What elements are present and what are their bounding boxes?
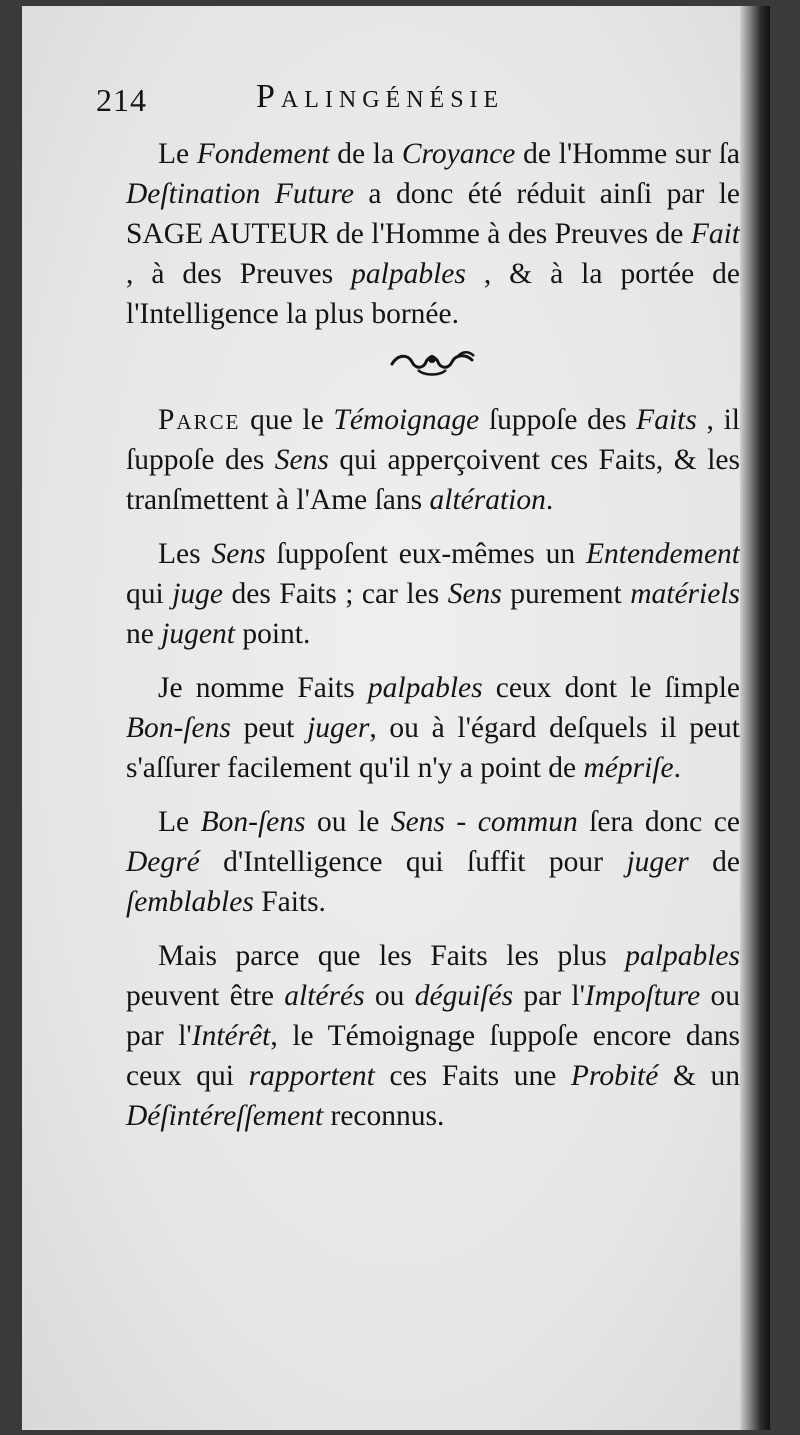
italic-term: matériels — [630, 578, 740, 610]
italic-term: mépriſe — [583, 752, 674, 784]
text-run: ou le — [305, 806, 391, 838]
running-title: Palingénésie — [256, 78, 505, 115]
italic-term: Sens — [447, 578, 502, 610]
italic-term: juger — [307, 712, 370, 744]
book-page — [22, 6, 770, 1430]
italic-term: déguiſés — [414, 980, 514, 1012]
italic-term: Sens — [211, 538, 266, 570]
italic-term: Faits — [636, 404, 697, 436]
text-run: Le — [158, 806, 201, 838]
book-gutter-shadow — [740, 6, 770, 1430]
text-run: Je nomme Faits — [158, 672, 368, 704]
section-divider — [126, 334, 740, 400]
text-run: ſera donc ce — [577, 806, 740, 838]
italic-term: Probité — [570, 1060, 659, 1092]
text-run: point. — [234, 618, 311, 650]
italic-term: palpables — [367, 672, 483, 704]
body-text — [126, 134, 740, 1136]
italic-term: Bon-ſens — [126, 712, 231, 744]
italic-term: juge — [172, 578, 223, 610]
text-run: ne — [126, 618, 162, 650]
italic-term: palpables — [351, 258, 466, 290]
text-run: ou — [364, 980, 415, 1012]
text-run: , ou à l'égard deſquels il peut s'aſſurer facilement qu'il n'y a point de — [126, 712, 740, 784]
text-run: & un — [658, 1060, 741, 1092]
italic-term: Degré — [126, 846, 200, 878]
text-run: d'Intelligence qui ſuffit pour — [199, 846, 627, 878]
italic-term: Fondement — [196, 138, 330, 170]
paragraph — [126, 534, 740, 654]
italic-term: altérés — [284, 980, 365, 1012]
italic-term: Croyance — [401, 138, 516, 170]
text-run: . — [673, 752, 681, 784]
text-run: ſuppoſent eux-mêmes un — [265, 538, 586, 570]
text-run: par l' — [513, 980, 585, 1012]
italic-term: jugent — [161, 618, 235, 650]
text-run: peut — [230, 712, 308, 744]
italic-term: ſemblables — [126, 886, 254, 918]
italic-term: palpables — [625, 940, 740, 972]
italic-term: altération — [429, 484, 546, 516]
text-run: de la — [329, 138, 402, 170]
text-run: reconnus. — [323, 1100, 445, 1132]
text-run: ou par l' — [126, 980, 741, 1052]
text-run: Les — [158, 538, 212, 570]
page-header — [96, 78, 736, 128]
text-run: qui — [126, 578, 173, 610]
italic-term: Entendement — [586, 538, 740, 570]
text-run: de — [688, 846, 740, 878]
text-run: , il ſuppoſe des — [126, 404, 740, 476]
italic-term: Témoignage — [333, 404, 480, 436]
italic-term: Sens - commun — [390, 806, 578, 838]
small-caps-lead: Parce — [158, 404, 241, 436]
text-run: que le — [240, 404, 334, 436]
fleuron-ornament-icon — [388, 350, 478, 376]
text-run: Le — [158, 138, 197, 170]
page-number: 214 — [96, 82, 147, 118]
text-run: de l'Homme sur ſa — [515, 138, 740, 170]
italic-term: Bon-ſens — [200, 806, 306, 838]
paragraph — [126, 400, 740, 520]
text-run: . — [545, 484, 554, 516]
italic-term: Impoſture — [584, 980, 701, 1012]
text-run: des Faits ; car les — [223, 578, 448, 610]
text-run: , & à la portée de l'Intelligence la plus bornée. — [126, 258, 740, 330]
italic-term: Intérêt — [191, 1020, 271, 1052]
text-run: ceux dont le ſimple — [482, 672, 740, 704]
text-run: ces Faits une — [374, 1060, 571, 1092]
text-run: peuvent être — [126, 980, 285, 1012]
text-run: , le Témoignage ſuppoſe encore dans ceux qui — [126, 1020, 740, 1092]
paragraph — [126, 802, 740, 922]
text-run: qui apperçoivent ces Faits, & les tranſmettent à l'Ame ſans — [126, 444, 740, 516]
italic-term: Sens — [274, 444, 329, 476]
text-run: ſuppoſe des — [479, 404, 637, 436]
italic-term: Deſtination Future — [126, 178, 354, 210]
text-run: a donc été réduit ainſi par le SAGE AUTEUR de l'Homme à des Preuves de — [126, 178, 740, 250]
paragraph — [126, 134, 740, 334]
italic-term: rapportent — [248, 1060, 375, 1092]
text-run: Faits. — [253, 886, 326, 918]
text-run: Mais parce que les Faits les plus — [158, 940, 626, 972]
italic-term: juger — [626, 846, 689, 878]
text-run: purement — [501, 578, 631, 610]
italic-term: Déſintéreſſement — [126, 1100, 324, 1132]
italic-term: Fait — [690, 218, 740, 250]
text-run: , à des Preuves — [126, 258, 352, 290]
paragraph — [126, 668, 740, 788]
paragraph — [126, 936, 740, 1136]
